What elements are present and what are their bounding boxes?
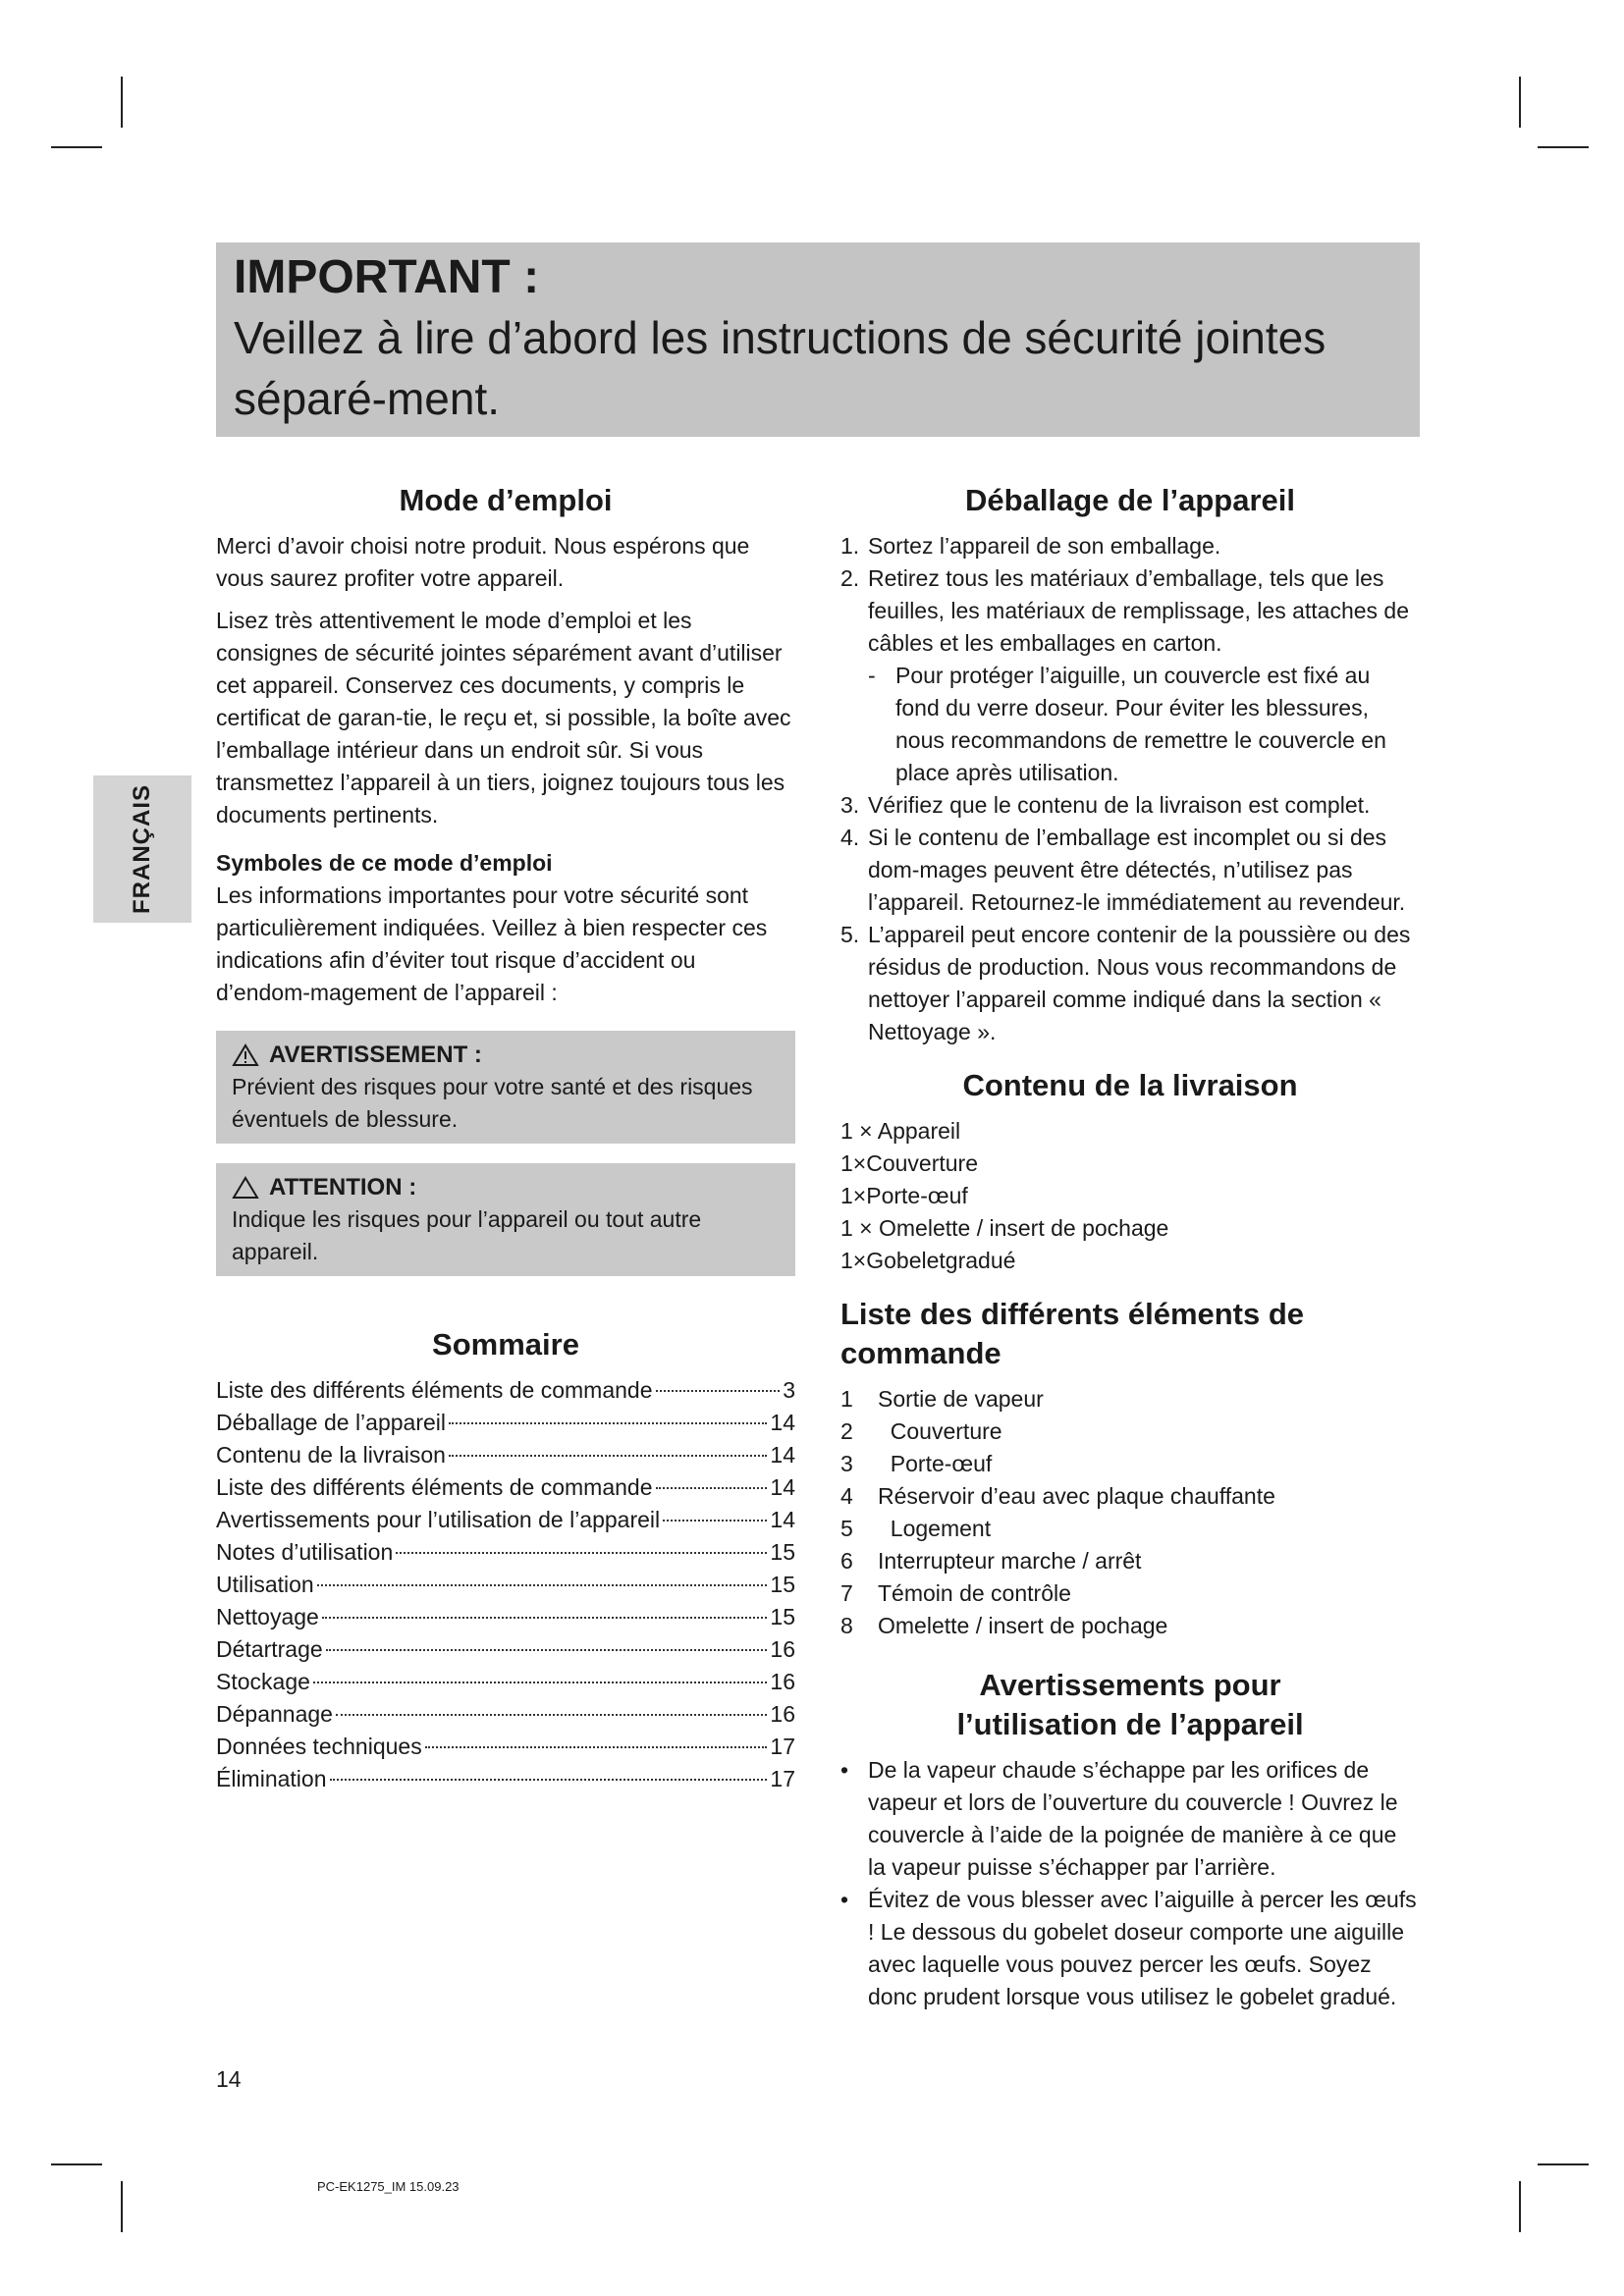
toc-entry-label: Contenu de la livraison — [216, 1442, 446, 1468]
list-item — [840, 789, 1420, 822]
bullet-text: Évitez de vous blesser avec l’aiguille à percer les œufs ! Le dessous du gobelet doseur comporte une aiguille avec laquelle vous pouvez percer les œufs. Soyez donc prudent lorsque vous utilisez le gobelet gradué. — [868, 1887, 1417, 2009]
left-column — [216, 481, 795, 1795]
toc-leader — [449, 1422, 767, 1424]
list-item — [840, 822, 1420, 919]
toc-entry[interactable] — [216, 1731, 795, 1763]
item-number: 7 — [840, 1580, 853, 1606]
symbols-heading: Symboles de ce mode d’emploi — [216, 850, 553, 876]
warning-title: AVERTISSEMENT : — [269, 1041, 482, 1068]
controls-list — [840, 1383, 1420, 1642]
crop-mark — [121, 77, 123, 128]
step-number: 4. — [840, 825, 860, 850]
warning-text: Prévient des risques pour votre santé et des risques éventuels de blessure. — [232, 1074, 753, 1132]
toc-entry-page: 15 — [770, 1572, 795, 1597]
list-item — [840, 562, 1420, 660]
heading-line: Avertissements pour — [979, 1668, 1281, 1702]
item-text: Interrupteur marche / arrêt — [878, 1548, 1142, 1574]
list-item — [840, 1480, 1420, 1513]
toc-leader — [326, 1649, 768, 1651]
right-column — [840, 481, 1420, 2013]
toc-entry-page: 15 — [770, 1604, 795, 1629]
toc-entry-label: Avertissements pour l’utilisation de l’appareil — [216, 1507, 661, 1532]
item-number: 2 — [840, 1418, 853, 1444]
toc-entry[interactable] — [216, 1569, 795, 1601]
list-item: 1×Couverture — [840, 1150, 978, 1176]
bullet-icon: • — [840, 1887, 849, 1912]
toc-entry-label: Liste des différents éléments de commande — [216, 1474, 653, 1500]
usage-warnings-list — [840, 1754, 1420, 2013]
toc-leader — [330, 1779, 768, 1781]
item-text: Omelette / insert de pochage — [878, 1613, 1168, 1638]
section-heading-elements: Liste des différents éléments de commande — [840, 1297, 1305, 1370]
toc-entry[interactable] — [216, 1374, 795, 1407]
toc-entry[interactable] — [216, 1439, 795, 1471]
toc-entry-page: 17 — [770, 1766, 795, 1791]
toc-entry-page: 14 — [770, 1507, 795, 1532]
toc-entry-label: Liste des différents éléments de commande — [216, 1377, 653, 1403]
toc-leader — [317, 1584, 768, 1586]
item-number: 8 — [840, 1613, 853, 1638]
toc-leader — [313, 1682, 768, 1683]
toc-leader — [449, 1455, 767, 1457]
section-heading-avertissements — [840, 1666, 1420, 1744]
crop-mark — [1519, 2181, 1521, 2232]
caution-title: ATTENTION : — [269, 1174, 417, 1201]
item-number: 6 — [840, 1548, 853, 1574]
warning-title-row — [232, 1039, 780, 1071]
crop-mark — [51, 146, 102, 148]
caution-title-row — [232, 1171, 780, 1203]
toc-entry-page: 14 — [770, 1474, 795, 1500]
list-item — [840, 1415, 1420, 1448]
note-dash: - — [868, 663, 876, 688]
toc-entry-label: Données techniques — [216, 1734, 422, 1759]
step-text: Sortez l’appareil de son emballage. — [868, 533, 1221, 559]
toc-entry-label: Déballage de l’appareil — [216, 1410, 446, 1435]
toc-entry[interactable] — [216, 1536, 795, 1569]
list-item: 1×Porte-œuf — [840, 1183, 968, 1208]
list-item — [840, 1884, 1420, 2013]
item-number: 5 — [840, 1516, 853, 1541]
crop-mark — [121, 2181, 123, 2232]
item-text: Témoin de contrôle — [878, 1580, 1071, 1606]
toc-entry-label: Élimination — [216, 1766, 327, 1791]
needle-cover-note — [868, 660, 1420, 789]
list-item: 1×Gobeletgradué — [840, 1248, 1016, 1273]
bullet-text: De la vapeur chaude s’échappe par les orifices de vapeur et lors de l’ouverture du couvercle ! Ouvrez le couvercle à l’aide de la poignée de manière à ce que la vapeur puisse s’échapper par l’arrière. — [868, 1757, 1398, 1880]
step-number: 1. — [840, 533, 860, 559]
section-heading-mode-emploi: Mode d’emploi — [399, 483, 613, 517]
list-item — [840, 1754, 1420, 1884]
item-text: Sortie de vapeur — [878, 1386, 1044, 1412]
section-heading-sommaire: Sommaire — [432, 1327, 579, 1362]
toc-entry[interactable] — [216, 1763, 795, 1795]
toc-entry[interactable] — [216, 1407, 795, 1439]
item-text: Couverture — [878, 1418, 1002, 1444]
toc-leader — [336, 1714, 767, 1716]
toc-entry-page: 3 — [783, 1377, 795, 1403]
step-number: 2. — [840, 565, 860, 591]
list-item: 1 × Omelette / insert de pochage — [840, 1215, 1169, 1241]
important-banner — [216, 242, 1420, 437]
toc-entry[interactable] — [216, 1471, 795, 1504]
caution-text: Indique les risques pour l’appareil ou tout autre appareil. — [232, 1206, 702, 1264]
toc-entry-page: 16 — [770, 1636, 795, 1662]
section-heading-deballage: Déballage de l’appareil — [965, 483, 1295, 517]
intro-paragraph: Merci d’avoir choisi notre produit. Nous espérons que vous saurez profiter votre appareil. — [216, 533, 750, 591]
banner-title: IMPORTANT : — [234, 251, 540, 303]
bullet-icon: • — [840, 1757, 849, 1783]
toc-leader — [656, 1390, 781, 1392]
toc-entry-label: Dépannage — [216, 1701, 333, 1727]
list-item — [840, 1577, 1420, 1610]
list-item — [840, 1610, 1420, 1642]
toc-entry-page: 15 — [770, 1539, 795, 1565]
language-tab-label: FRANÇAIS — [129, 784, 155, 914]
list-item — [840, 1513, 1420, 1545]
item-text: Réservoir d’eau avec plaque chauffante — [878, 1483, 1275, 1509]
toc-entry[interactable] — [216, 1601, 795, 1633]
crop-mark — [1538, 2163, 1589, 2165]
step-text: L’appareil peut encore contenir de la poussière ou des résidus de production. Nous vous recommandons de nettoyer l’appareil comme indiqué dans la section « Nettoyage ». — [868, 922, 1411, 1044]
toc-entry-label: Utilisation — [216, 1572, 314, 1597]
toc-entry-page: 16 — [770, 1669, 795, 1694]
toc-entry-label: Détartrage — [216, 1636, 323, 1662]
page-number: 14 — [216, 2066, 242, 2092]
toc-entry-page: 14 — [770, 1442, 795, 1468]
warning-box — [216, 1031, 795, 1144]
list-item — [840, 1448, 1420, 1480]
item-number: 4 — [840, 1483, 853, 1509]
heading-line: l’utilisation de l’appareil — [956, 1707, 1304, 1741]
toc-entry-page: 16 — [770, 1701, 795, 1727]
toc-entry-label: Notes d’utilisation — [216, 1539, 394, 1565]
item-number: 3 — [840, 1451, 853, 1476]
banner-text: Veillez à lire d’abord les instructions de sécurité jointes séparé-ment. — [234, 312, 1326, 424]
toc-entry[interactable] — [216, 1633, 795, 1666]
item-text: Logement — [878, 1516, 992, 1541]
toc-entry-label: Nettoyage — [216, 1604, 319, 1629]
step-text: Vérifiez que le contenu de la livraison est complet. — [868, 792, 1371, 818]
step-number: 5. — [840, 922, 860, 947]
language-tab — [93, 775, 191, 923]
toc-leader — [425, 1746, 768, 1748]
toc-leader — [396, 1552, 767, 1554]
crop-mark — [51, 2163, 102, 2165]
crop-mark — [1538, 146, 1589, 148]
section-heading-contenu: Contenu de la livraison — [962, 1068, 1298, 1102]
item-number: 1 — [840, 1386, 853, 1412]
crop-mark — [1519, 77, 1521, 128]
toc-leader — [322, 1617, 768, 1619]
item-text: Porte-œuf — [878, 1451, 993, 1476]
document-code: PC-EK1275_IM 15.09.23 — [317, 2179, 460, 2194]
unpacking-steps — [840, 530, 1420, 1048]
instructions-paragraph: Lisez très attentivement le mode d’emploi et les consignes de sécurité jointes séparément avant d’utiliser cet appareil. Conservez ces documents, y compris le certificat de garan-tie, le reçu et, si possible, la boîte avec l’emballage intérieur dans un endroit sûr. Si vous transmettez l’appareil à un tiers, joignez toujours tous les documents pertinents. — [216, 608, 791, 828]
toc-entry[interactable] — [216, 1666, 795, 1698]
step-text: Retirez tous les matériaux d’emballage, tels que les feuilles, les matériaux de remplissage, les attaches de câbles et les emballages en carton. — [868, 565, 1410, 656]
toc-entry-page: 14 — [770, 1410, 795, 1435]
list-item — [840, 530, 1420, 562]
toc-entry-page: 17 — [770, 1734, 795, 1759]
warning-triangle-icon — [232, 1043, 259, 1067]
toc-entry-label: Stockage — [216, 1669, 310, 1694]
toc-entry[interactable] — [216, 1698, 795, 1731]
caution-box — [216, 1163, 795, 1276]
list-item: 1 × Appareil — [840, 1118, 961, 1144]
step-text: Si le contenu de l’emballage est incomplet ou si des dom-mages peuvent être détectés, n’utilisez pas l’appareil. Retournez-le immédiatement au revendeur. — [868, 825, 1406, 915]
toc-leader — [663, 1520, 767, 1522]
caution-triangle-icon — [232, 1176, 259, 1200]
list-item — [840, 1383, 1420, 1415]
list-item — [840, 919, 1420, 1048]
list-item — [840, 1545, 1420, 1577]
symbols-text: Les informations importantes pour votre sécurité sont particulièrement indiquées. Veillez à bien respecter ces indications afin d’éviter tout risque d’accident ou d’endom-magement de l’appareil : — [216, 882, 768, 1005]
note-text: Pour protéger l’aiguille, un couvercle est fixé au fond du verre doseur. Pour éviter les blessures, nous recommandons de remettre le couvercle en place après utilisation. — [895, 663, 1386, 785]
step-number: 3. — [840, 792, 860, 818]
toc-leader — [656, 1487, 768, 1489]
table-of-contents — [216, 1325, 795, 1795]
toc-entry[interactable] — [216, 1504, 795, 1536]
delivery-contents-list — [840, 1115, 1420, 1277]
